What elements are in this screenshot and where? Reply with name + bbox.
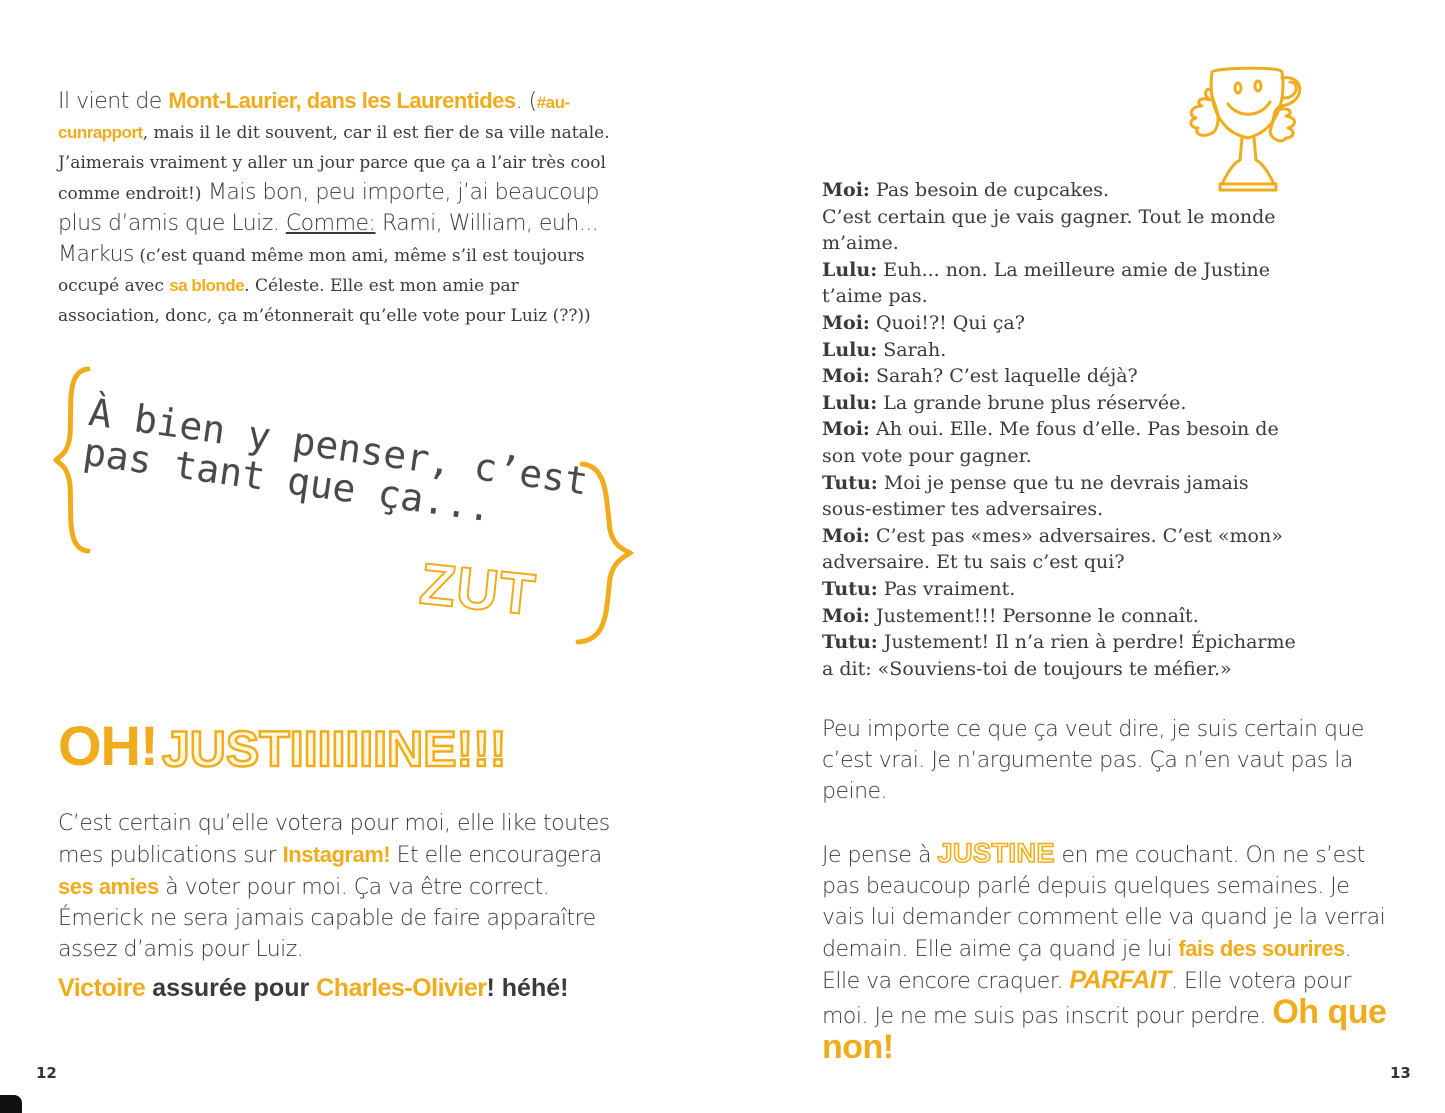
page-number-right: 13	[1390, 1064, 1411, 1082]
dialog-line	[822, 496, 1342, 523]
intro-text: Mais bon, peu importe, j’ai beaucoup plus d’amis que Luiz.	[58, 180, 600, 236]
argument-paragraph: Peu importe ce que ça veut dire, je suis certain que c’est vrai. Je n’argumente pas. Ça n’en vaut pas la peine.	[822, 717, 1364, 804]
speaker-label: Lulu:	[822, 258, 878, 281]
highlight-hashtag: #au-cunrapport	[58, 93, 570, 142]
highlight-charles-olivier: Charles-Olivier	[316, 974, 487, 1002]
justine-name: JUSTINE	[937, 838, 1055, 868]
dialog-line	[822, 416, 1342, 443]
corner-tab	[0, 1095, 22, 1113]
para-text: . Elle votera pour moi. Je ne me suis pas inscrit pour perdre.	[822, 969, 1352, 1029]
victoire-text: assurée pour	[145, 974, 317, 1002]
dialog-line	[822, 656, 1342, 683]
speaker-label: Lulu:	[822, 391, 878, 414]
dialog-line	[822, 443, 1342, 470]
dialog-text: m’aime.	[822, 232, 899, 255]
parfait-word: PARFAIT	[1069, 966, 1171, 994]
dialog-line	[822, 177, 1342, 204]
dialog-line	[822, 283, 1342, 310]
dialog-line	[822, 603, 1342, 630]
dialog-line	[822, 549, 1342, 576]
para-text: Je pense à	[822, 843, 938, 868]
intro-paragraph	[58, 86, 618, 331]
dialog-text: La grande brune plus réservée.	[877, 391, 1187, 414]
highlight-victoire: Victoire	[58, 974, 146, 1002]
oh-que-non: Oh que non!	[822, 993, 1387, 1066]
intro-comme: Comme:	[285, 211, 376, 236]
dialog-text: adversaire. Et tu sais c’est qui?	[822, 551, 1125, 574]
dialog-line	[822, 390, 1342, 417]
votes-paragraph	[58, 808, 638, 965]
intro-text: . Céleste. Elle est mon amie par association, donc, ça m’étonnerait qu’elle vote pour Luiz (??))	[58, 276, 591, 326]
trophy-mascot-icon	[1182, 60, 1312, 196]
speaker-label: Tutu:	[822, 471, 878, 494]
dialog-line	[822, 470, 1342, 497]
bedtime-paragraph	[822, 838, 1392, 1067]
victoire-line	[58, 974, 568, 1003]
dialog-text: Moi je pense que tu ne devrais jamais	[877, 471, 1249, 494]
speaker-label: Moi:	[822, 524, 870, 547]
dialog-text: Justement! Il n’a rien à perdre! Épicharme	[877, 631, 1296, 654]
dialog-line	[822, 523, 1342, 550]
speaker-label: Tutu:	[822, 631, 878, 654]
speaker-label: Moi:	[822, 418, 870, 441]
speaker-label: Moi:	[822, 604, 870, 627]
para-text: C’est certain qu’elle votera pour moi, elle like toutes mes publications sur	[58, 811, 610, 868]
oh-heading: OH!	[58, 714, 158, 777]
speaker-label: Moi:	[822, 179, 870, 201]
right-page	[722, 0, 1444, 1113]
right-brace-icon	[574, 460, 634, 645]
para-text: en me couchant. On ne s’est pas beaucoup parlé depuis quelques semaines. Je vais lui demander comment elle va quand je la verrai demain. Elle aime ça quand je lui	[822, 843, 1386, 962]
dialog-text: t’aime pas.	[822, 285, 928, 308]
dialog-line	[822, 576, 1342, 603]
dialog-line	[822, 310, 1342, 337]
left-page	[0, 0, 722, 1113]
dialog-line	[822, 363, 1342, 390]
highlight-place: Mont-Laurier, dans les Laurentides	[168, 88, 516, 113]
speaker-label: Tutu:	[822, 577, 878, 600]
dialog-text: son vote pour gagner.	[822, 444, 1032, 467]
dialog-block	[822, 177, 1342, 682]
page-number-left: 12	[36, 1064, 57, 1082]
dialog-text: Sarah.	[877, 338, 947, 361]
para-text: . Elle va encore craquer.	[822, 937, 1352, 994]
victoire-text: ! héhé!	[486, 974, 569, 1002]
intro-text: , mais il le dit souvent, car il est fier de sa ville natale. J’aimerais vraiment y aller un jour parce que ça a l’air très cool comme endroit!)	[58, 123, 610, 204]
highlight-ses-amies: ses amies	[58, 874, 159, 899]
dialog-text: Euh... non. La meilleure amie de Justine	[877, 258, 1271, 281]
intro-text: Rami, William, euh... Markus	[58, 211, 599, 267]
dialog-text: Quoi!?! Qui ça?	[869, 311, 1025, 334]
speaker-label: Moi:	[822, 311, 870, 334]
dialog-text: C’est certain que je vais gagner. Tout le monde	[822, 205, 1276, 228]
dialog-line	[822, 257, 1342, 284]
dialog-text: Justement!!! Personne le connaît.	[869, 604, 1199, 627]
dialog-text: Ah oui. Elle. Me fous d’elle. Pas besoin de	[869, 418, 1279, 441]
dialog-line	[822, 629, 1342, 656]
dialog-text: C’est pas «mes» adversaires. C’est «mon»	[869, 524, 1283, 547]
justine-heading: JUSTIIIIIIINE!!!	[162, 721, 507, 777]
intro-text: (c’est quand même mon ami, même s’il est toujours occupé avec	[58, 246, 585, 296]
dialog-text: Pas vraiment.	[877, 577, 1016, 600]
para-text: à voter pour moi. Ça va être correct. Émerick ne sera jamais capable de faire apparaître assez d’amis pour Luiz.	[58, 875, 596, 962]
dialog-text: sous-estimer tes adversaires.	[822, 498, 1104, 521]
dialog-text: Pas besoin de cupcakes.	[869, 179, 1109, 201]
para-text: Et elle encouragera	[390, 843, 602, 868]
dialog-line	[822, 204, 1342, 231]
highlight-sourires: fais des sourires	[1178, 936, 1345, 961]
dialog-text: a dit: «Souviens-toi de toujours te méfier.»	[822, 657, 1232, 680]
zut-stamp: ZUT	[416, 551, 539, 628]
intro-text: . (	[515, 89, 537, 114]
dialog-line	[822, 337, 1342, 364]
dialog-line	[822, 230, 1342, 257]
speaker-label: Moi:	[822, 365, 870, 388]
speaker-label: Lulu:	[822, 338, 878, 361]
highlight-instagram: Instagram!	[282, 842, 391, 867]
intro-text: Il vient de	[58, 89, 169, 114]
highlight-blonde: sa blonde	[169, 276, 245, 295]
dialog-text: Sarah? C’est laquelle déjà?	[869, 365, 1138, 388]
thought-bubble-text: À bien y penser, c’est pas tant que ça...	[80, 390, 591, 531]
